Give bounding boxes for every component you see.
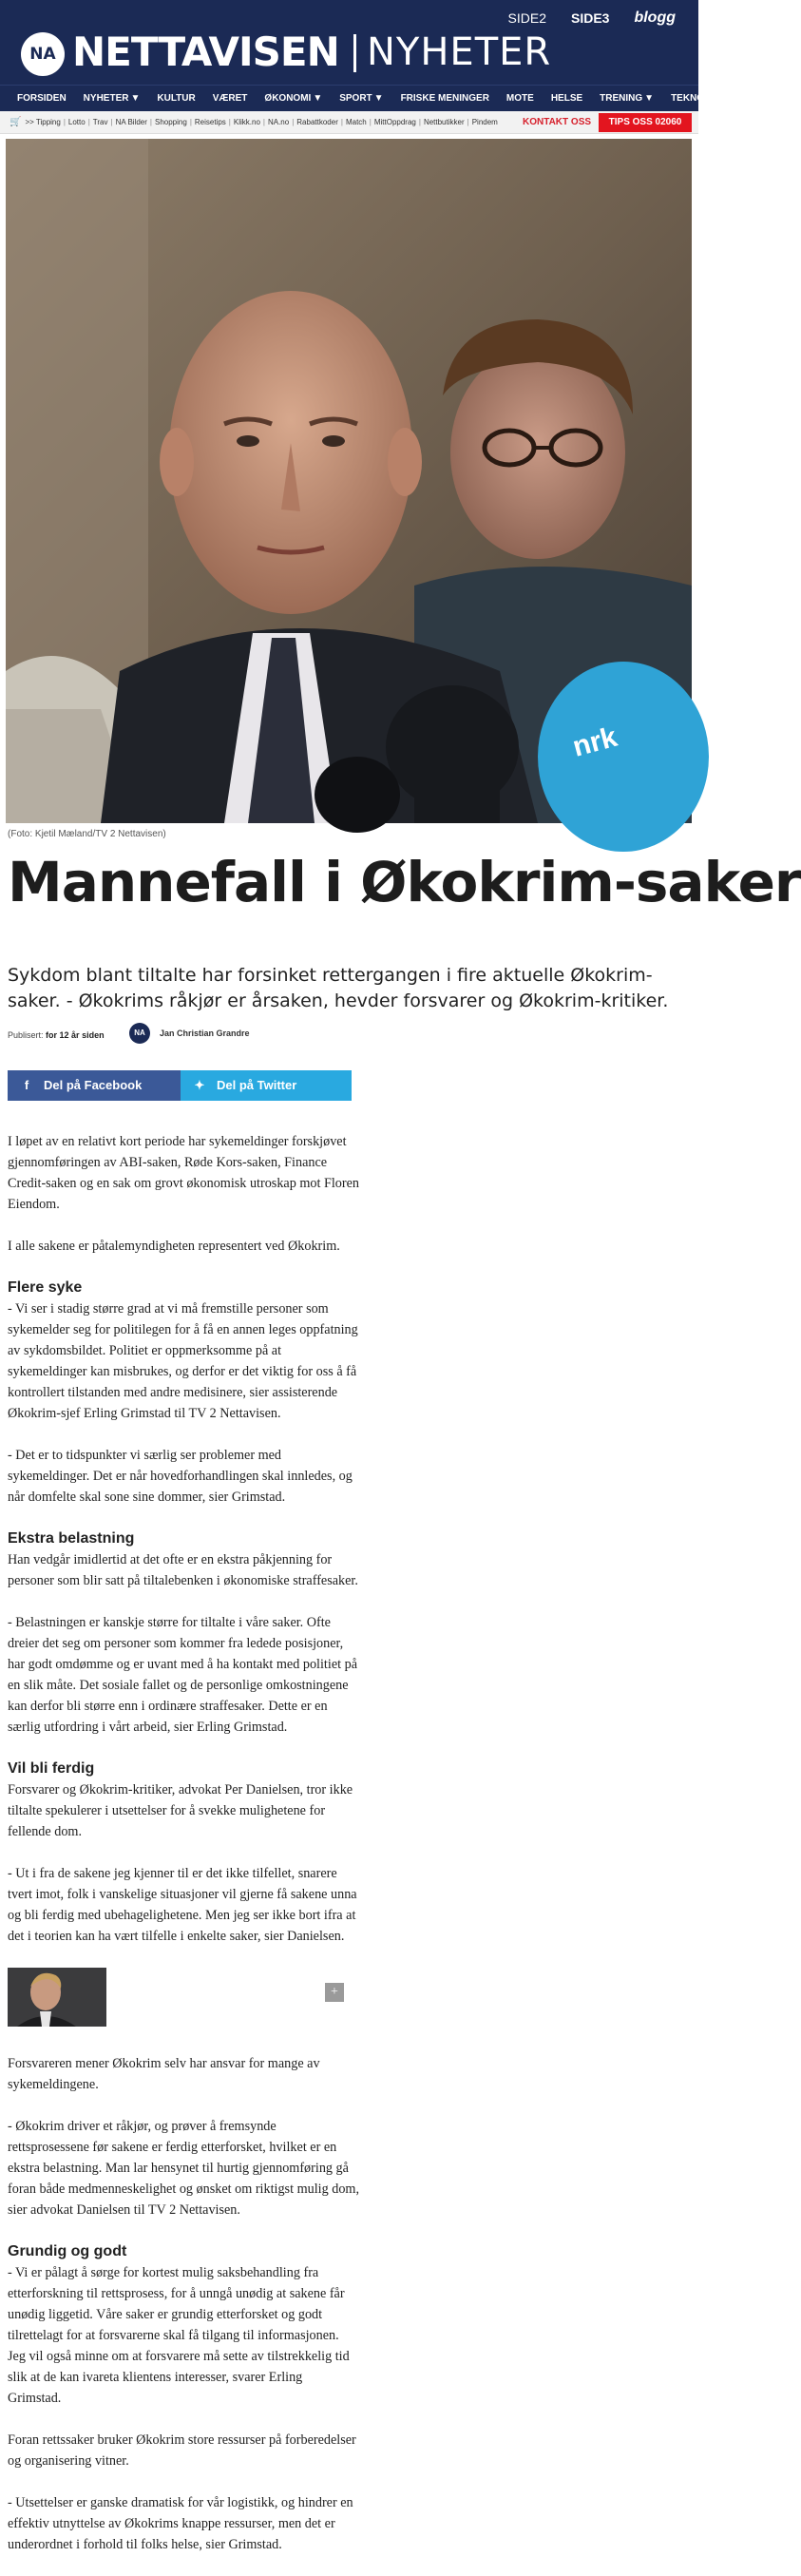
article-body <box>8 1131 359 2576</box>
sub-nav-links: >> Tipping | Lotto | Trav | NA Bilder | Shopping | Reisetips | Klikk.no | NA.no | Rabattkoder | Match | MittOppdrag | Nettbutikker | Pindem <box>25 118 498 126</box>
sub-nav-link[interactable]: Pindem <box>471 118 498 126</box>
nav-item-okonomi[interactable] <box>264 93 322 104</box>
sub-nav-link[interactable]: MittOppdrag <box>373 118 416 126</box>
nav-item-forsiden[interactable]: FORSIDEN <box>17 93 67 104</box>
nav-item-label: SPORT <box>339 93 372 104</box>
portrait-illustration <box>8 1968 106 2027</box>
nav-item-mote[interactable]: MOTE <box>505 93 534 104</box>
chevron-down-icon: ▼ <box>130 93 141 104</box>
chevron-down-icon: ▼ <box>644 93 655 104</box>
side3-link[interactable]: SIDE3 <box>570 10 610 26</box>
logo-divider <box>353 34 356 72</box>
paragraph: - Økokrim driver et råkjør, og prøver å fremsynde rettsprosessene før sakene er ferdig etterforsket, hvilket er en ekstra belastning. Man lar hensynet til hurtig gjennomføring gå foran både medmenneskelighet og ønsket om riktigst mulig dom, sier advokat Danielsen til TV 2 Nettavisen. <box>8 2119 359 2218</box>
share-twitter-label: Del på Twitter <box>217 1078 297 1092</box>
sub-nav-link[interactable]: Match <box>345 118 367 126</box>
shopping-cart-icon: 🛒 <box>10 117 22 127</box>
nav-item-label: TRENING <box>600 93 643 104</box>
paragraph: - Utsettelser er ganske dramatisk for vår logistikk, og hindrer en effektiv utnyttelse av Økokrims knappe ressurser, men det er underordnet i forhold til folks helse, sier Grimstad. <box>8 2495 353 2552</box>
sub-nav-link[interactable]: Trav <box>92 118 108 126</box>
sub-nav-link[interactable]: Klikk.no <box>233 118 260 126</box>
hero-photo-illustration <box>6 139 692 823</box>
expand-image-button[interactable]: + <box>325 1983 344 2002</box>
section-title[interactable]: NYHETER <box>367 30 552 74</box>
share-twitter-button[interactable] <box>181 1070 352 1101</box>
paragraph: Foran rettssaker bruker Økokrim store ressurser på forberedelser og organisering vitner. <box>8 2432 356 2469</box>
sub-nav-link[interactable]: Reisetips <box>194 118 226 126</box>
sub-nav-link[interactable]: Nettbutikker <box>423 118 465 126</box>
subheading: Grundig og godt <box>8 2243 127 2259</box>
nav-item-teknologi[interactable]: TEKNOLOGI <box>671 93 728 104</box>
subheading: Vil bli ferdig <box>8 1760 95 1777</box>
sub-nav-link[interactable]: Shopping <box>155 118 187 126</box>
facebook-icon: f <box>24 1078 29 1092</box>
author-avatar[interactable]: NA <box>129 1023 150 1044</box>
nettavisen-logo-badge[interactable]: NA <box>21 32 65 76</box>
chevron-down-icon: ▼ <box>373 93 384 104</box>
sub-nav-link[interactable]: Rabattkoder <box>296 118 338 126</box>
nav-item-nyheter[interactable] <box>84 93 141 104</box>
article-hero-image <box>6 139 692 823</box>
paragraph: - Vi ser i stadig større grad at vi må fremstille personer som sykemelder seg for politilegen for å få en annen leges oppfatning av sykdomsbildet. Politiet er oppmerksomme på at sykemeldinger kan misbrukes, og derfor er det viktig for oss å få kontrollert tilstanden med andre medisinere, sier assisterende Økokrim-sjef Erling Grimstad til TV 2 Nettavisen. <box>8 1301 358 1421</box>
published-value: for 12 år siden <box>46 1030 105 1040</box>
sub-nav-link[interactable]: NA Bilder <box>115 118 147 126</box>
inline-portrait-image[interactable] <box>8 1968 106 2027</box>
paragraph: I løpet av en relativt kort periode har sykemeldinger forskjøvet gjennomføringen av ABI-saken, Røde Kors-saken, Finance Credit-saken og en sak om grovt økonomisk utroskap mot Floren Eiendom. <box>8 1134 360 1212</box>
subheading: Ekstra belastning <box>8 1530 135 1547</box>
nav-item-kultur[interactable]: KULTUR <box>157 93 196 104</box>
article-lead: Sykdom blant tiltalte har forsinket rettergangen i fire aktuelle Økokrim-saker. - Økokrims råkjør er årsaken, hevder forsvarer og Økokrim-kritiker. <box>8 965 669 1011</box>
page-title: Mannefall i Økokrim-saker <box>8 850 801 914</box>
paragraph: Han vedgår imidlertid at det ofte er en ekstra påkjenning for personer som blir satt på tiltalebenken i økonomiske straffesaker. <box>8 1552 358 1588</box>
paragraph: Forsvarer og Økokrim-kritiker, advokat Per Danielsen, tror ikke tiltalte spekulerer i utsettelser for å svekke mulighetene for fellende dom. <box>8 1782 353 1839</box>
inline-image-row <box>8 1968 359 2027</box>
paragraph: - Ut i fra de sakene jeg kjenner til er det ikke tilfellet, snarere tvert imot, folk i vanskelige situasjoner vil gjerne få sakene unna og bli ferdig med ubehagelighetene. Men jeg ser ikke bort ifra at det i teorien kan ha vært tilfelle i enkelte saker, sier Danielsen. <box>8 1866 357 1944</box>
sub-brand-links <box>508 10 676 27</box>
sub-nav <box>0 111 698 134</box>
nav-item-sport[interactable] <box>339 93 383 104</box>
paragraph: - Det er to tidspunkter vi særlig ser problemer med sykemeldinger. Det er når hovedforhandlingen skal innledes, og når domfelte skal sone sine dommer, sier Grimstad. <box>8 1448 353 1505</box>
sub-nav-link[interactable]: >> Tipping <box>25 118 61 126</box>
nav-item-bil-motor[interactable]: BIL/MOTOR <box>744 93 798 104</box>
paragraph: I alle sakene er påtalemyndigheten representert ved Økokrim. <box>8 1239 340 1254</box>
nav-item-vaeret[interactable]: VÆRET <box>212 93 248 104</box>
blogg-link[interactable]: blogg <box>634 10 676 26</box>
sub-nav-link[interactable]: Lotto <box>67 118 86 126</box>
nav-item-label: ØKONOMI <box>264 93 312 104</box>
author-name[interactable]: Jan Christian Grandre <box>160 1028 250 1038</box>
paragraph: - Vi er pålagt å sørge for kortest mulig saksbehandling fra etterforskning til rettsprosess, for å unngå unødig at sakene får unødig liggetid. Våre saker er grundig etterforsket og godt tilrettelagt for at forsvarerne skal få tilgang til informasjonen. Jeg vil også minne om at forsvarere må sette av tilstrekkelig tid slik at de kan ivareta klientens interesser, svarer Erling Grimstad. <box>8 2265 350 2406</box>
side2-link[interactable]: SIDE2 <box>507 10 546 26</box>
sub-nav-link[interactable]: NA.no <box>267 118 290 126</box>
nav-item-friske-meninger[interactable]: FRISKE MENINGER <box>400 93 489 104</box>
paragraph: - Belastningen er kanskje større for tiltalte i våre saker. Ofte dreier det seg om personer som kommer fra ledede posisjoner, har godt omdømme og er uvant med å ha kontakt med politiet på en slik måte. Det sosiale fallet og de personlige omkostningene kan derfor bli større enn i ordinære straffesaker. Dette er en særlig utfordring i vårt arbeid, sier Erling Grimstad. <box>8 1615 357 1735</box>
svg-text:nrk: nrk <box>569 721 620 763</box>
chevron-down-icon: ▼ <box>313 93 323 104</box>
share-facebook-label: Del på Facebook <box>44 1078 143 1092</box>
published-label: Publisert: <box>8 1030 44 1040</box>
masthead <box>0 0 698 85</box>
tips-button[interactable]: TIPS OSS 02060 <box>599 113 692 132</box>
subheading: Flere syke <box>8 1279 83 1296</box>
nettavisen-logo[interactable]: NETTAVISEN <box>72 29 339 75</box>
photo-credit: (Foto: Kjetil Mæland/TV 2 Nettavisen) <box>8 829 166 839</box>
twitter-icon: ✦ <box>194 1078 205 1092</box>
nav-item-helse[interactable]: HELSE <box>550 93 583 104</box>
published-time <box>8 1030 105 1040</box>
share-facebook-button[interactable] <box>8 1070 181 1101</box>
nav-item-label: NYHETER <box>83 93 129 104</box>
paragraph: Forsvareren mener Økokrim selv har ansvar for mange av sykemeldingene. <box>8 2056 320 2092</box>
nav-item-trening[interactable] <box>600 93 654 104</box>
main-nav <box>0 85 798 111</box>
contact-us-link[interactable]: KONTAKT OSS <box>523 117 592 127</box>
